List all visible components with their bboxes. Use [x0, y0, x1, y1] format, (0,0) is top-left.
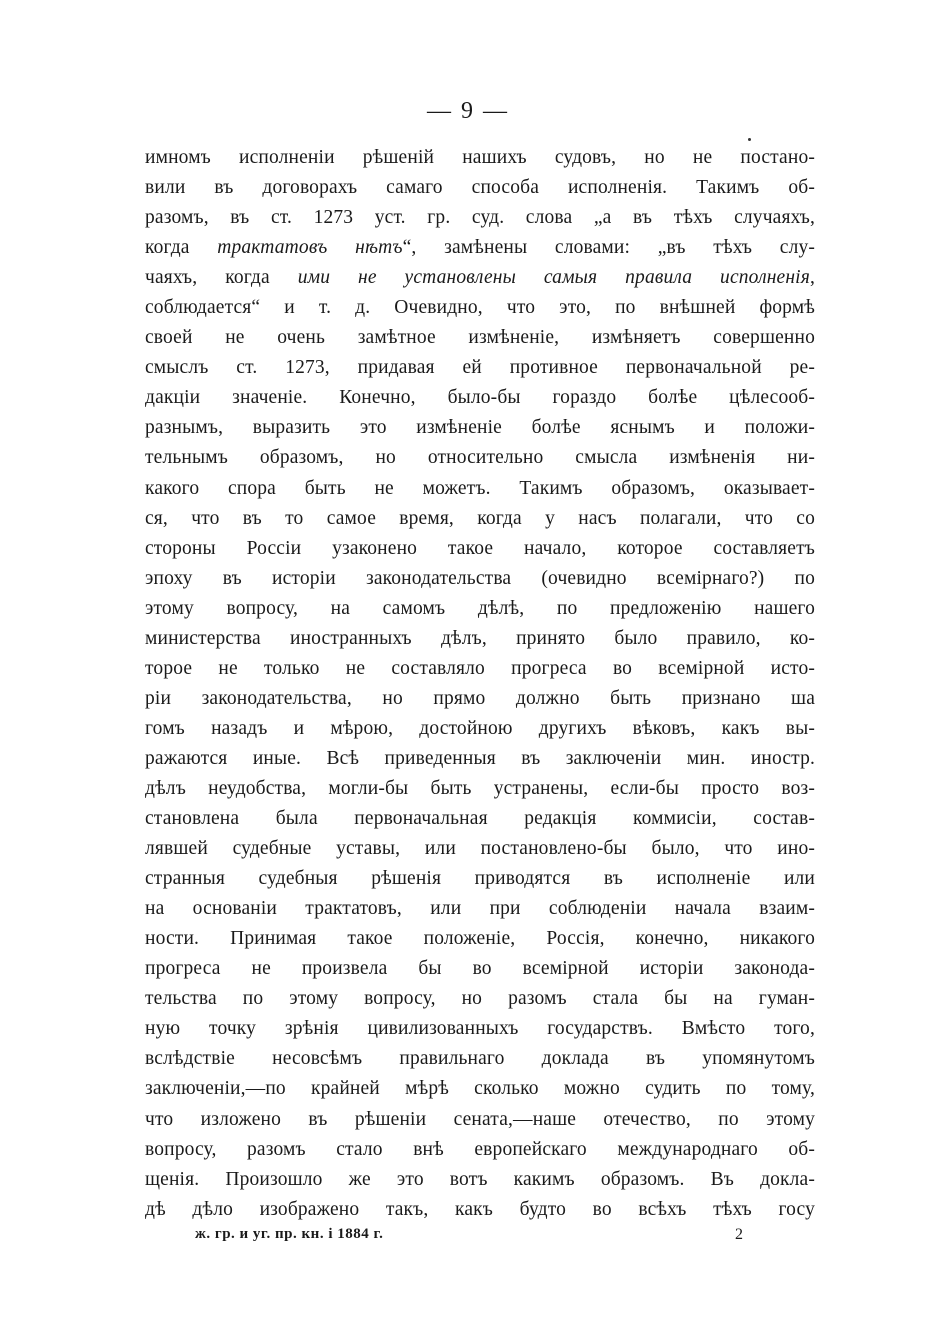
text-segment: своей не очень замѣтное измѣненіе, измѣняетъ совершенно: [145, 327, 815, 349]
text-line: [145, 173, 815, 203]
text-segment: ріи законодательства, но прямо должно быть признано ша: [145, 687, 815, 709]
text-line: [145, 143, 815, 173]
text-segment: дѣ дѣло изображено такъ, какъ будто во всѣхъ тѣхъ госу: [145, 1198, 815, 1220]
sheet-number: 2: [735, 1226, 743, 1243]
text-line: [145, 654, 815, 684]
text-segment: торое не только не составляло прогреса во всемірной исто-: [145, 657, 815, 679]
text-line: [145, 1165, 815, 1195]
scan-speck: [748, 138, 751, 141]
text-segment: становлена была первоначальная редакція коммисіи, состав-: [145, 808, 815, 830]
text-line: [145, 714, 815, 744]
text-line: [145, 744, 815, 774]
text-line: [145, 353, 815, 383]
text-line: [145, 233, 815, 263]
text-line: [145, 1135, 815, 1165]
text-segment: ную точку зрѣнія цивилизованныхъ государствъ. Вмѣсто того,: [145, 1018, 815, 1040]
text-segment: министерства иностранныхъ дѣлъ, принято было правило, ко-: [145, 627, 815, 649]
text-line: [145, 474, 815, 504]
text-line: [145, 504, 815, 534]
text-line: [145, 924, 815, 954]
text-line: [145, 864, 815, 894]
text-line: [145, 1195, 815, 1225]
text-line: [145, 1014, 815, 1044]
text-line: [145, 1044, 815, 1074]
text-segment: стороны Россіи узаконено такое начало, которое составляетъ: [145, 537, 815, 559]
text-segment: лявшей судебные уставы, или постановлено-бы было, что ино-: [145, 838, 815, 860]
text-line: [145, 984, 815, 1014]
text-segment: соблюдается“ и т. д. Очевидно, что это, по внѣшней формѣ: [145, 297, 815, 319]
text-segment: “, замѣнены словами: „въ тѣхъ слу-: [402, 237, 815, 259]
text-line: [145, 413, 815, 443]
text-segment: разнымъ, выразить это измѣненіе болѣе яснымъ и положи-: [145, 417, 815, 439]
text-line: [145, 293, 815, 323]
text-segment: ,: [809, 267, 816, 289]
page-number: — 9 —: [427, 98, 509, 124]
text-line: [145, 684, 815, 714]
text-segment: вили въ договорахъ самаго способа исполненія. Такимъ об-: [145, 177, 815, 199]
body-text: [145, 143, 815, 1225]
text-segment: ся, что въ то самое время, когда у насъ полагали, что со: [145, 507, 815, 529]
text-segment: вопросу, разомъ стало внѣ европейскаго международнаго об-: [145, 1138, 815, 1160]
text-segment: разомъ, въ ст. 1273 уст. гр. суд. слова „а въ тѣхъ случаяхъ,: [145, 207, 815, 229]
text-segment: заключеніи,—по крайней мѣрѣ сколько можно судить по тому,: [145, 1078, 815, 1100]
text-segment: ражаются иные. Всѣ приведенныя въ заключеніи мин. иностр.: [145, 747, 815, 769]
text-line: [145, 804, 815, 834]
text-line: [145, 534, 815, 564]
page-footer: [145, 1226, 815, 1250]
text-line: [145, 203, 815, 233]
italic-text-segment: трактатовъ нѣтъ: [217, 237, 403, 259]
text-segment: дѣлъ неудобства, могли-бы быть устранены, если-бы просто воз-: [145, 777, 815, 799]
text-segment: этому вопросу, на самомъ дѣлѣ, по предложенію нашего: [145, 597, 815, 619]
text-line: [145, 263, 815, 293]
text-line: [145, 594, 815, 624]
text-line: [145, 894, 815, 924]
text-segment: имномъ исполненіи рѣшеній нашихъ судовъ, но не постано-: [145, 147, 815, 168]
text-segment: эпоху въ исторіи законодательства (очевидно всемірнаго?) по: [145, 567, 815, 589]
text-line: [145, 564, 815, 594]
text-segment: смыслъ ст. 1273, придавая ей противное первоначальной ре-: [145, 357, 815, 379]
text-segment: щенія. Произошло же это вотъ какимъ образомъ. Въ докла-: [145, 1168, 815, 1190]
text-segment: на основаніи трактатовъ, или при соблюденіи начала взаим-: [145, 898, 815, 920]
text-segment: дакціи значеніе. Конечно, было-бы гораздо болѣе цѣлесооб-: [145, 387, 815, 409]
text-segment: ности. Принимая такое положеніе, Россія, конечно, никакого: [145, 928, 815, 950]
text-segment: тельнымъ образомъ, но относительно смысла измѣненія ни-: [145, 447, 815, 469]
text-segment: странныя судебныя рѣшенія приводятся въ исполненіе или: [145, 868, 815, 890]
text-line: [145, 774, 815, 804]
printer-signature: ж. гр. и уг. пр. кн. і 1884 г.: [195, 1226, 384, 1242]
text-segment: тельства по этому вопросу, но разомъ стала бы на гуман-: [145, 988, 815, 1010]
text-line: [145, 834, 815, 864]
text-segment: вслѣдствіе несовсѣмъ правильнаго доклада въ упомянутомъ: [145, 1048, 815, 1070]
text-line: [145, 954, 815, 984]
italic-text-segment: ими не установлены самыя правила исполненія: [297, 267, 810, 289]
text-line: [145, 624, 815, 654]
text-line: [145, 1105, 815, 1135]
text-segment: прогреса не произвела бы во всемірной исторіи законода-: [145, 958, 815, 980]
text-line: [145, 383, 815, 413]
text-segment: какого спора быть не можетъ. Такимъ образомъ, оказывает-: [145, 477, 815, 499]
text-line: [145, 443, 815, 473]
text-line: [145, 1074, 815, 1104]
text-line: [145, 323, 815, 353]
text-segment: гомъ назадъ и мѣрою, достойною другихъ вѣковъ, какъ вы-: [145, 717, 815, 739]
text-segment: чаяхъ, когда: [145, 267, 298, 289]
text-segment: что изложено въ рѣшеніи сената,—наше отечество, по этому: [145, 1108, 815, 1130]
text-segment: когда: [145, 237, 218, 259]
